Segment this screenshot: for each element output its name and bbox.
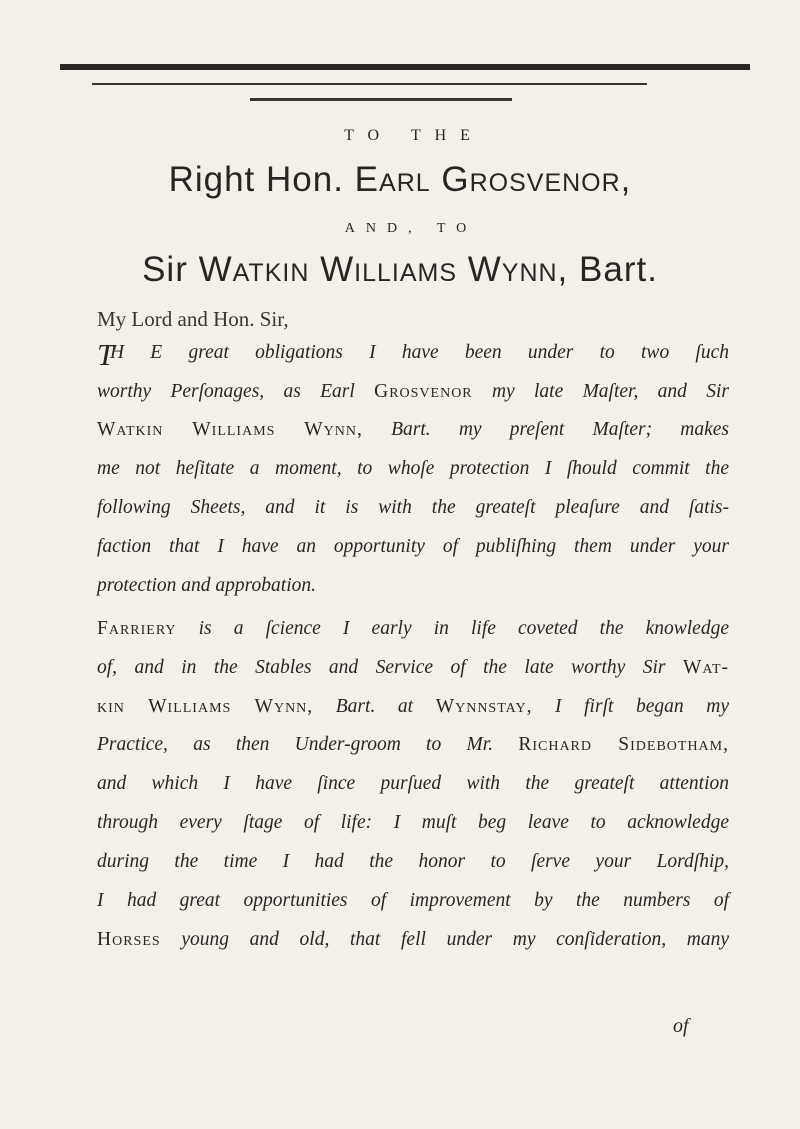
salutation: My Lord and Hon. Sir,	[97, 307, 289, 331]
dedicatee-1-name: Earl Grosvenor,	[354, 160, 632, 199]
body-line-10	[97, 696, 729, 718]
body-line-15: I had great opportunities of improvement by the numbers of	[97, 890, 729, 911]
body-line-12: and which I have ſince purſued with the greateſt attention	[97, 773, 729, 794]
name-kin-williams-wynn: kin Williams Wynn,	[97, 696, 314, 717]
top-border-rule	[60, 64, 750, 70]
body-line-3	[97, 419, 729, 441]
body-line-16	[97, 929, 729, 951]
dedicatee-grosvenor	[0, 160, 800, 200]
name-wat: Wat-	[682, 657, 729, 678]
line-10-text-d: I firſt began my	[532, 696, 729, 717]
line-9-text-a: of, and in the Stables and Service of the late worthy Sir	[97, 657, 683, 678]
body-line-11	[97, 734, 729, 756]
to-the-heading: TO THE	[344, 127, 484, 144]
line-2-text-a: worthy Perſonages, as Earl	[97, 381, 375, 402]
dedicatee-2-name: Watkin Williams Wynn,	[198, 250, 569, 289]
dedicatee-1-prefix: Right Hon.	[168, 160, 355, 199]
thin-rule	[92, 83, 647, 85]
body-line-4: me not heſitate a moment, to whoſe protection I ſhould commit the	[97, 458, 729, 479]
body-line-2	[97, 381, 729, 403]
line-3-text-b: Bart. my preſent Maſter; makes	[362, 419, 729, 440]
body-line-14: during the time I had the honor to ſerve your Lordſhip,	[97, 851, 729, 872]
body-line-1: H E great obligations I have been under to two ſuch	[110, 342, 729, 363]
place-wynnstay: Wynnstay,	[435, 696, 533, 717]
line-16-text-b: young and old, that fell under my conſideration, many	[160, 929, 729, 950]
name-watkin-williams-wynn: Watkin Williams Wynn,	[97, 419, 363, 440]
catchword: of	[673, 1015, 689, 1037]
dedicatee-wynn	[0, 250, 800, 290]
drop-cap: T	[97, 337, 115, 372]
body-line-6: faction that I have an opportunity of publiſhing them under your	[97, 536, 729, 557]
dedicatee-2-prefix: Sir	[142, 250, 199, 289]
line-10-text-b: Bart. at	[313, 696, 436, 717]
line-2-text-c: my late Maſter, and Sir	[472, 381, 729, 402]
body-line-8	[97, 618, 729, 640]
line-8-text-b: is a ſcience I early in life coveted the knowledge	[176, 618, 729, 639]
word-farriery: Farriery	[97, 618, 177, 639]
and-to-heading: AND, TO	[344, 221, 478, 236]
word-horses: Horses	[97, 929, 161, 950]
short-rule	[250, 98, 512, 101]
body-line-13: through every ſtage of life: I muſt beg leave to acknowledge	[97, 812, 729, 833]
body-line-7: protection and approbation.	[97, 575, 317, 596]
body-line-5: following Sheets, and it is with the greateſt pleaſure and ſatis-	[97, 497, 729, 518]
name-grosvenor: Grosvenor	[374, 381, 473, 402]
line-11-text-a: Practice, as then Under-groom to Mr.	[97, 734, 519, 755]
dedicatee-2-suffix: Bart.	[568, 250, 658, 289]
name-richard-sidebotham: Richard Sidebotham,	[518, 734, 729, 755]
body-line-9	[97, 657, 729, 679]
